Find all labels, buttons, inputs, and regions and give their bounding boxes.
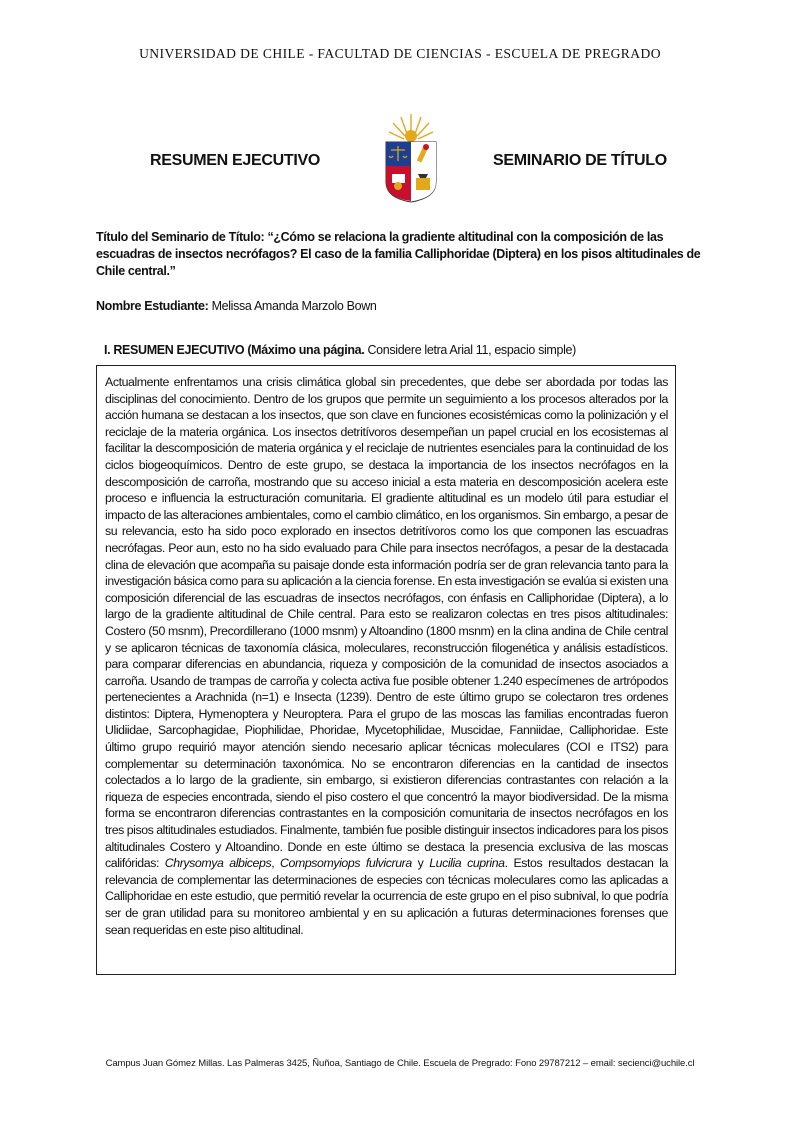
summary-separator-1: , [271,856,281,871]
document-type-title: RESUMEN EJECUTIVO [150,152,321,169]
summary-separator-2: y [411,856,430,871]
page-footer: Campus Juan Gómez Millas. Las Palmeras 3425, Ñuñoa, Santiago de Chile. Escuela de Pregrado: Fono 29787212 – email: secienci@uchile.cl [105,1058,695,1069]
section-heading-note: Considere letra Arial 11, espacio simple) [364,343,576,357]
student-name: Melissa Amanda Marzolo Bown [211,299,377,313]
species-name-1: Chrysomya albiceps [164,856,272,871]
student-label: Nombre Estudiante: [96,299,209,313]
student-name-line [96,298,696,315]
summary-text-part1: Actualmente enfrentamos una crisis climática global sin precedentes, que debe ser abordada por todas las disciplinas del conocimiento. Dentro de los grupos que permite un seguimiento a los procesos alterados por la acción humana se destacan a los insectos, que son clave en funciones ecosistémicas como la polinización y el reciclaje de la materia orgánica. Los insectos detritívoros desempeñan un papel crucial en los ecosistemas al facilitar la descomposición de materia orgánica y el reciclaje de nutrientes esenciales para la continuidad de los ciclos biogeoquímicos. Dentro de este grupo, se destaca la importancia de los insectos necrófagos en la descomposición de carroña, mostrando que su acceso inicial a esta materia en descomposición acelera este proceso e influencia la estructuración comunitaria. El gradiente altitudinal es un modelo útil para estudiar el impacto de las alteraciones ambientales, como el cambio climático, en los organismos. Sin embargo, a pesar de su relevancia, esto ha sido poco explorado en insectos detritívoros como los que componen las escuadras necrófagas. Peor aun, esto no ha sido evaluado para Chile para insectos necrófagos, a pesar de la destacada clina de elevación que acompaña su paisaje donde esta información podría ser de gran relevancia tanto para la investigación básica como para su aplicación a la ciencia forense. En esta investigación se evalúa si existen una composición diferencial de las escuadras de insectos necrófagos, con énfasis en Calliphoridae (Diptera), a lo largo de la gradiente altitudinal de Chile central. Para esto se realizaron colectas en tres pisos altitudinales: Costero (50 msnm), Precordillerano (1000 msnm) y Altoandino (1800 msnm) en la clina andina de Chile central y se aplicaron técnicas de taxonomía clásica, moleculares, reconstrucción filogenética y análisis estadísticos. para comparar diferencias en abundancia, riqueza y composición de la comunidad de insectos asociados a carroña. Usando de trampas de carroña y colecta activa fue posible obtener 1.240 especímenes de artrópodos pertenecientes a Arachnida (n=1) e Insecta (1239). Dentro de este último grupo se colectaron tres ordenes distintos: Diptera, Hymenoptera y Neuroptera. Para el grupo de las moscas las familias encontradas fueron Ulidiidae, Sarcophagidae, Piophilidae, Phoridae, Mycetophilidae, Muscidae, Fanniidae, Calliphoridae. Este último grupo requirió mayor atención siendo necesario aplicar técnicas moleculares (COI e ITS2) para complementar su determinación taxonómica. No se encontraron diferencias en la cantidad de insectos colectados a lo largo de la gradiente, sin embargo, si existieron diferencias contrastantes con relación a la riqueza de especies encontrada, siendo el piso costero el que concentró la mayor biodiversidad. De la misma forma se encontraron diferencias contrastantes en la composición comunitaria de insectos necrófagos en los tres pisos altitudinales estudiados. Finalmente, también fue posible distinguir insectos indicadores para los pisos altitudinales Costero y Altoandino. Donde en este último se destaca la presencia exclusiva de las moscas califóridas: [105,375,668,871]
summary-paragraph [105,374,668,938]
summary-text-part2: . Estos resultados destacan la relevancia de complementar las determinaciones de especies con técnicas moleculares como las aplicadas a Calliphoridae en este estudio, que permitió revelar la ocurrencia de este grupo en el piso subnival, lo que podría ser de gran utilidad para su monitoreo ambiental y en su aplicación a futuras determinaciones forenses que sean requeridas en este piso altitudinal. [105,856,668,937]
species-name-3: Lucilia cuprina [429,856,505,871]
species-name-2: Compsomyiops fulvicrura [280,856,412,871]
institution-header: UNIVERSIDAD DE CHILE - FACULTAD DE CIENCIAS - ESCUELA DE PREGRADO [139,46,661,61]
seminar-type-title: SEMINARIO DE TÍTULO [493,152,667,169]
summary-box [96,365,676,975]
university-crest-icon [380,112,442,204]
section-heading-bold: I. RESUMEN EJECUTIVO (Máximo una página. [104,343,365,357]
section-heading [104,342,704,359]
seminar-title-text: Título del Seminario de Título: “¿Cómo se relaciona la gradiente altitudinal con la composición de las escuadras de insectos necrófagos? El caso de la familia Calliphoridae (Diptera) en los pisos altitudinales de Chile central.” [96,230,701,278]
